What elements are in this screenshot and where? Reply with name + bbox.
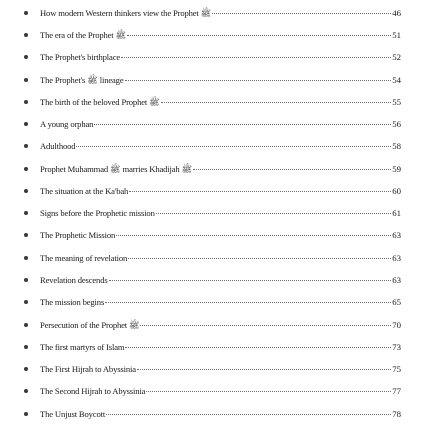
toc-entry[interactable] [0, 386, 430, 402]
bullet-icon [24, 367, 28, 371]
toc-title: Adulthood [40, 141, 76, 151]
bullet-icon [24, 389, 28, 393]
dot-leader [212, 13, 391, 14]
toc-entry[interactable] [0, 75, 430, 91]
dot-leader [116, 235, 391, 236]
bullet-icon [24, 167, 28, 171]
toc-title: The situation at the Ka'bah [40, 186, 129, 196]
toc-page-number: 77 [392, 386, 401, 396]
toc-title: The Prophet's ﷺ lineage [40, 75, 124, 85]
toc-row [40, 141, 401, 152]
bullet-icon [24, 211, 28, 215]
bullet-icon [24, 33, 28, 37]
bullet-icon [24, 11, 28, 15]
toc-entry[interactable] [0, 409, 430, 425]
toc-title: Signs before the Prophetic mission [40, 208, 155, 218]
dot-leader [106, 414, 391, 415]
toc-page-number: 63 [392, 275, 401, 285]
bullet-icon [24, 278, 28, 282]
toc-row [40, 97, 401, 108]
toc-page-number: 61 [392, 208, 401, 218]
toc-entry[interactable] [0, 119, 430, 135]
toc-row [40, 8, 401, 19]
toc-title: The first martyrs of Islam [40, 342, 125, 352]
toc-row [40, 342, 401, 353]
bullet-icon [24, 345, 28, 349]
toc-title: The First Hijrah to Abyssinia [40, 364, 136, 374]
toc-page-number: 70 [392, 320, 401, 330]
toc-title: How modern Western thinkers view the Prophet ﷺ [40, 8, 212, 18]
toc-page-number: 63 [392, 253, 401, 263]
toc-title: Persecution of the Prophet ﷺ [40, 320, 140, 330]
toc-page-number: 73 [392, 342, 401, 352]
bullet-icon [24, 300, 28, 304]
toc-entry[interactable] [0, 30, 430, 46]
toc-page-number: 51 [392, 30, 401, 40]
toc-entry[interactable] [0, 52, 430, 68]
toc-page-number: 60 [392, 186, 401, 196]
bullet-icon [24, 144, 28, 148]
toc-entry[interactable] [0, 164, 430, 180]
dot-leader [125, 347, 391, 348]
toc-row [40, 386, 401, 397]
toc-entry[interactable] [0, 230, 430, 246]
toc-page-number: 75 [392, 364, 401, 374]
bullet-icon [24, 100, 28, 104]
toc-row [40, 275, 401, 286]
toc-row [40, 164, 401, 175]
bullet-icon [24, 323, 28, 327]
toc-row [40, 75, 401, 86]
toc-title: Prophet Muhammad ﷺ marries Khadijah ﷺ [40, 164, 192, 174]
toc-entry[interactable] [0, 297, 430, 313]
dot-leader [94, 124, 391, 125]
toc-page-number: 65 [392, 297, 401, 307]
toc-entry[interactable] [0, 320, 430, 336]
dot-leader [129, 191, 391, 192]
toc-row [40, 253, 401, 264]
dot-leader [140, 325, 391, 326]
toc-row [40, 230, 401, 241]
toc-page-number: 55 [392, 97, 401, 107]
toc-entry[interactable] [0, 208, 430, 224]
toc-page-number: 78 [392, 409, 401, 419]
toc-entry[interactable] [0, 275, 430, 291]
toc-page-number: 56 [392, 119, 401, 129]
toc-row [40, 297, 401, 308]
bullet-icon [24, 78, 28, 82]
dot-leader [146, 391, 391, 392]
toc-title: The Prophet's birthplace [40, 52, 121, 62]
toc-page-number: 59 [392, 164, 401, 174]
dot-leader [193, 169, 391, 170]
bullet-icon [24, 233, 28, 237]
toc-title: A young orphan [40, 119, 94, 129]
bullet-icon [24, 122, 28, 126]
toc-entry[interactable] [0, 364, 430, 380]
toc-entry[interactable] [0, 97, 430, 113]
toc-row [40, 364, 401, 375]
toc-row [40, 186, 401, 197]
dot-leader [137, 369, 391, 370]
dot-leader [105, 302, 391, 303]
dot-leader [109, 280, 392, 281]
dot-leader [161, 102, 392, 103]
toc-title: The Second Hijrah to Abyssinia [40, 386, 146, 396]
toc-entry[interactable] [0, 342, 430, 358]
toc-row [40, 409, 401, 420]
toc-page-number: 54 [392, 75, 401, 85]
toc-page-number: 58 [392, 141, 401, 151]
toc-title: The meaning of revelation [40, 253, 128, 263]
bullet-icon [24, 256, 28, 260]
dot-leader [125, 80, 392, 81]
toc-title: Revelation descends [40, 275, 108, 285]
toc-row [40, 208, 401, 219]
bullet-icon [24, 55, 28, 59]
toc-title: The Prophetic Mission [40, 230, 116, 240]
toc-page-number: 63 [392, 230, 401, 240]
bullet-icon [24, 412, 28, 416]
toc-entry[interactable] [0, 8, 430, 24]
toc-title: The era of the Prophet ﷺ [40, 30, 126, 40]
dot-leader [76, 146, 391, 147]
toc-row [40, 320, 401, 331]
toc-entry[interactable] [0, 141, 430, 157]
toc-entry[interactable] [0, 186, 430, 202]
dot-leader [156, 213, 391, 214]
toc-row [40, 30, 401, 41]
toc-entry[interactable] [0, 253, 430, 269]
toc-page-number: 52 [392, 52, 401, 62]
toc-row [40, 52, 401, 63]
dot-leader [121, 57, 391, 58]
dot-leader [127, 35, 391, 36]
toc-page-number: 46 [392, 8, 401, 18]
toc-title: The birth of the beloved Prophet ﷺ [40, 97, 160, 107]
dot-leader [128, 258, 391, 259]
toc-row [40, 119, 401, 130]
toc-title: The mission begins [40, 297, 105, 307]
toc-title: The Unjust Boycott [40, 409, 106, 419]
bullet-icon [24, 189, 28, 193]
